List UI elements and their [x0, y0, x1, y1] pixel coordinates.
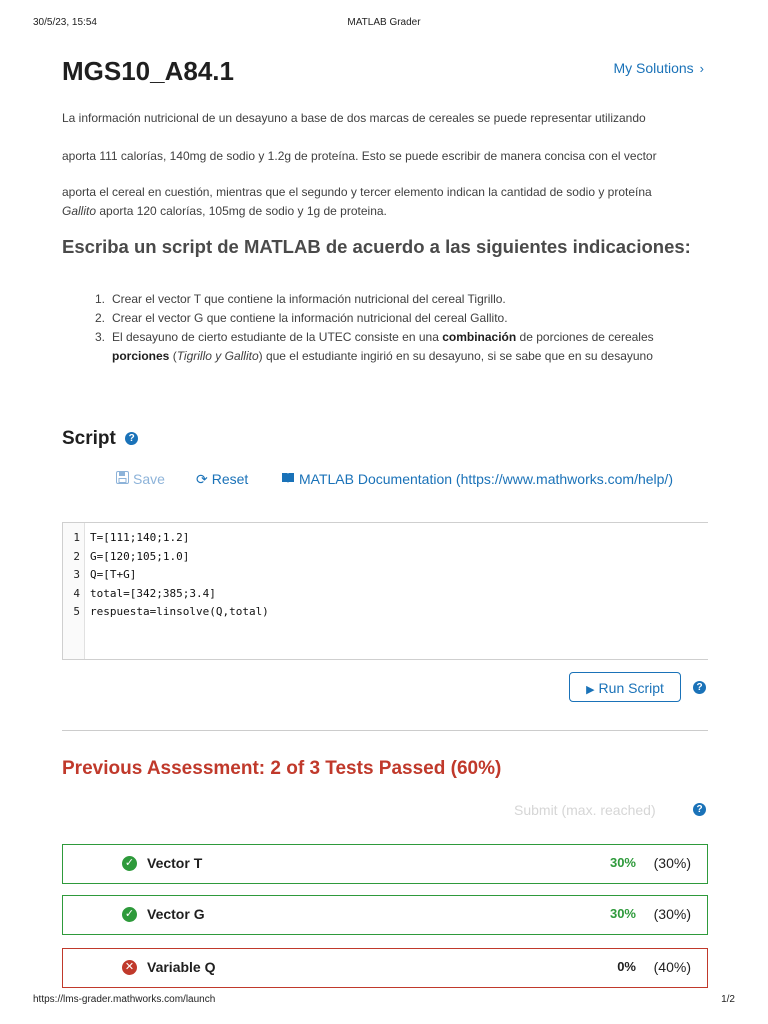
cereal-name-gallito: Gallito: [62, 204, 97, 218]
description-paragraph-3: aporta el cereal en cuestión, mientras que el segundo y tercer elemento indican la cantidad de sodio y proteína: [62, 185, 652, 199]
refresh-icon: ⟳: [196, 471, 208, 487]
print-url: https://lms-grader.mathworks.com/launch: [33, 994, 216, 1005]
line-number: 2: [73, 549, 80, 563]
print-datetime: 30/5/23, 15:54: [33, 17, 97, 28]
code-lines: [63, 529, 708, 622]
question-circle-icon[interactable]: ?: [693, 803, 706, 816]
test-score: 0%: [617, 959, 636, 974]
instruction-step-2: [95, 309, 708, 328]
print-page-title: MATLAB Grader: [347, 17, 421, 28]
question-circle-icon[interactable]: ?: [693, 681, 706, 694]
script-heading: [62, 428, 138, 450]
line-number: 1: [73, 531, 80, 544]
documentation-label: MATLAB Documentation (https://www.mathworks.com/help/): [299, 471, 673, 487]
code-text[interactable]: Q=[T+G]: [90, 568, 137, 581]
test-result-row[interactable]: [62, 948, 708, 988]
code-text[interactable]: respuesta=linsolve(Q,total): [90, 605, 269, 618]
description-paragraph-1: La información nutricional de un desayuno a base de dos marcas de cereales se puede representar utilizando: [62, 111, 646, 125]
test-score: 30%: [609, 855, 636, 870]
step-text: Crear el vector T que contiene la información nutricional del cereal Tigrillo.: [112, 292, 506, 306]
code-text[interactable]: G=[120;105;1.0]: [90, 549, 190, 563]
step-number: 1.: [95, 292, 106, 306]
book-icon: [281, 471, 295, 487]
floppy-disk-icon: [116, 471, 129, 487]
step-text-bold: porciones: [112, 349, 170, 363]
description-paragraph-4-text: aporta 120 calorías, 105mg de sodio y 1g de proteina.: [96, 204, 387, 218]
test-weight: (40%): [653, 959, 691, 975]
x-circle-icon: ✕: [122, 960, 137, 975]
assessment-heading: Previous Assessment: 2 of 3 Tests Passed (60%): [62, 758, 502, 779]
instruction-step-3-continued: [95, 347, 708, 366]
test-result-row[interactable]: [62, 895, 708, 935]
problem-title: MGS10_A84.1: [62, 56, 234, 86]
step-number: 3.: [95, 330, 106, 344]
test-result-row[interactable]: [62, 844, 708, 884]
line-number: 4: [73, 586, 80, 600]
test-name: Variable Q: [147, 959, 216, 975]
save-label: Save: [133, 471, 165, 487]
reset-button[interactable]: [196, 471, 248, 488]
test-score: 30%: [609, 906, 636, 921]
instructions-heading: Escriba un script de MATLAB de acuerdo a las siguientes indicaciones:: [62, 236, 691, 257]
problem-content: [62, 0, 708, 990]
my-solutions-link[interactable]: [614, 60, 705, 76]
step-text-bold: combinación: [442, 330, 517, 344]
check-circle-icon: ✓: [122, 907, 137, 922]
print-page-number: 1/2: [721, 994, 735, 1005]
step-text: El desayuno de cierto estudiante de la UTEC consiste en una: [112, 330, 443, 344]
step-text-italic: Tigrillo y Gallito: [176, 349, 259, 363]
code-editor[interactable]: [62, 522, 708, 660]
step-text: (: [169, 349, 177, 363]
instructions-list: [95, 290, 708, 366]
line-number: 3: [73, 568, 80, 581]
run-script-label: Run Script: [598, 680, 664, 696]
test-weight: (30%): [653, 906, 691, 922]
instruction-step-3: [95, 328, 708, 347]
line-number: 5: [73, 605, 80, 618]
step-text: Crear el vector G que contiene la información nutricional del cereal Gallito.: [112, 311, 508, 325]
test-weight: (30%): [653, 855, 691, 871]
description-paragraph-2: aporta 111 calorías, 140mg de sodio y 1.2g de proteína. Esto se puede escribir de manera concisa con el vector: [62, 149, 657, 163]
code-line[interactable]: [63, 566, 708, 585]
matlab-documentation-link[interactable]: [281, 471, 673, 487]
test-name: Vector T: [147, 855, 203, 871]
step-text: ) que el estudiante ingirió en su desayuno, si se sabe que en su desayuno: [258, 349, 653, 363]
chevron-right-icon: ›: [699, 61, 704, 76]
reset-label: Reset: [211, 471, 249, 487]
my-solutions-label: My Solutions: [613, 60, 694, 76]
code-text[interactable]: T=[111;140;1.2]: [90, 531, 190, 544]
check-circle-icon: ✓: [122, 856, 137, 871]
step-text: de porciones de cereales: [516, 330, 654, 344]
save-button[interactable]: [116, 471, 165, 487]
section-divider: [62, 730, 708, 731]
code-line[interactable]: [63, 548, 708, 567]
instruction-step-1: [95, 290, 708, 309]
test-name: Vector G: [147, 906, 205, 922]
step-number: 2.: [95, 311, 106, 325]
script-heading-label: Script: [62, 428, 116, 449]
submit-button[interactable]: Submit (max. reached): [514, 802, 656, 818]
description-paragraph-4: [62, 202, 708, 220]
code-line[interactable]: [63, 529, 708, 548]
run-script-button[interactable]: [569, 672, 681, 702]
code-line[interactable]: [63, 603, 708, 622]
print-footer: [33, 994, 735, 1008]
code-text[interactable]: total=[342;385;3.4]: [90, 586, 216, 600]
code-line[interactable]: [63, 585, 708, 604]
question-circle-icon[interactable]: ?: [125, 432, 138, 445]
play-icon: ▶: [586, 684, 595, 696]
